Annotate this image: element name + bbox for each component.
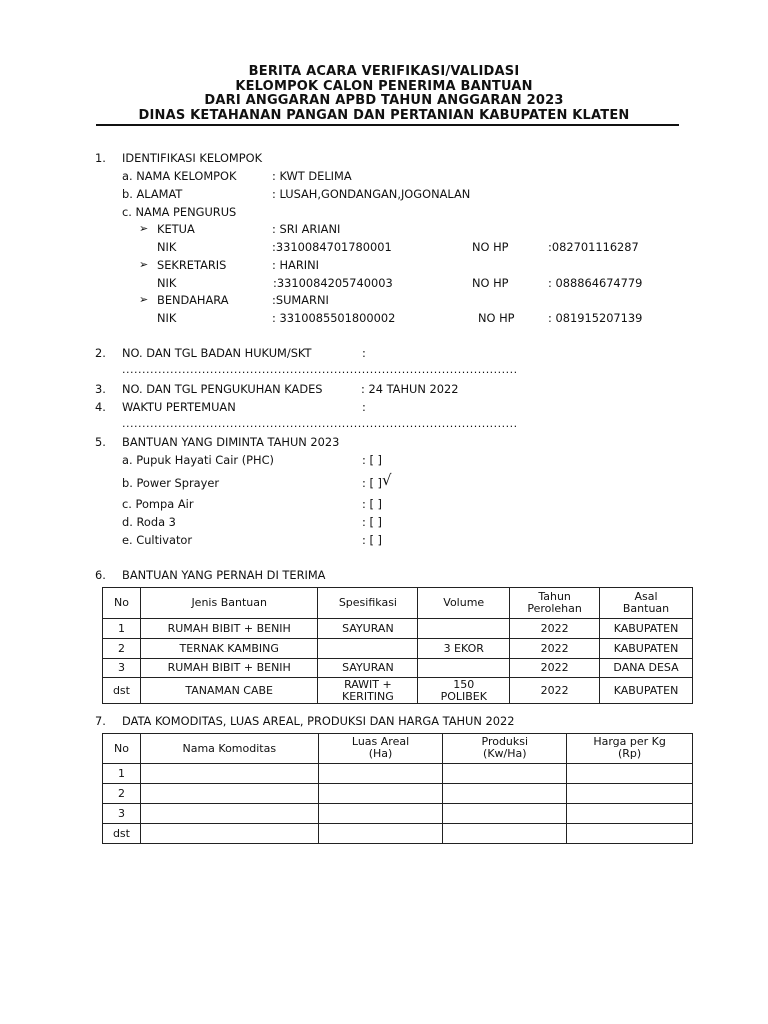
bullet-arrow-icon: ➢	[139, 258, 149, 271]
s2-label: NO. DAN TGL BADAN HUKUM/SKT	[122, 346, 312, 360]
table-row	[103, 678, 693, 704]
header-line-1: BERITA ACARA VERIFIKASI/VALIDASI	[248, 64, 520, 79]
header-rule	[96, 124, 679, 126]
received-aid-table	[102, 587, 693, 704]
table-cell	[567, 824, 693, 844]
table-cell	[140, 804, 318, 824]
bendahara-hp-value: : 081915207139	[548, 311, 643, 325]
table-cell	[418, 659, 510, 678]
table-cell: TERNAK KAMBING	[140, 639, 318, 659]
table-row	[103, 639, 693, 659]
bendahara-label: BENDAHARA	[157, 293, 229, 307]
header-line-4: DINAS KETAHANAN PANGAN DAN PERTANIAN KABUPATEN KLATEN	[138, 108, 630, 123]
s5-item-label: c. Pompa Air	[122, 497, 194, 511]
table-cell: KABUPATEN	[600, 619, 693, 639]
s4-value: :	[362, 400, 366, 414]
ketua-nik-label: NIK	[157, 240, 177, 254]
table-cell	[567, 804, 693, 824]
table-cell	[140, 764, 318, 784]
s6-title: BANTUAN YANG PERNAH DI TERIMA	[122, 568, 326, 582]
table-cell	[318, 764, 443, 784]
table-row	[103, 764, 693, 784]
s5-number: 5.	[95, 435, 106, 449]
s5-item-checkbox: : [ ]	[362, 476, 382, 490]
table-header-cell: Volume	[418, 588, 510, 619]
table-cell	[418, 619, 510, 639]
bendahara-value: :SUMARNI	[272, 293, 329, 307]
sekretaris-label: SEKRETARIS	[157, 258, 227, 272]
s5-title: BANTUAN YANG DIMINTA TAHUN 2023	[122, 435, 340, 449]
bendahara-nik-value: : 3310085501800002	[272, 311, 396, 325]
table-row	[103, 784, 693, 804]
ketua-hp-label: NO HP	[472, 240, 509, 254]
table-row	[103, 824, 693, 844]
s2-dotted-line: ...................................................................................................	[122, 363, 518, 376]
table-cell: 3 EKOR	[418, 639, 510, 659]
s1-a-label: a. NAMA KELOMPOK	[122, 169, 237, 183]
table-header-cell: Asal Bantuan	[600, 588, 693, 619]
s5-item-label: a. Pupuk Hayati Cair (PHC)	[122, 453, 274, 467]
sekretaris-value: : HARINI	[272, 258, 319, 272]
s4-number: 4.	[95, 400, 106, 414]
s5-item-checkbox: : [ ]	[362, 453, 382, 467]
table-cell: 2	[103, 784, 141, 804]
s3-number: 3.	[95, 382, 106, 396]
table-header-cell: Harga per Kg (Rp)	[567, 734, 693, 764]
sekretaris-nik-value: :3310084205740003	[273, 276, 393, 290]
s2-number: 2.	[95, 346, 106, 360]
table-cell	[443, 804, 567, 824]
s7-number: 7.	[95, 714, 106, 728]
table-cell	[318, 824, 443, 844]
table-cell: 2	[103, 639, 141, 659]
table-cell: 2022	[510, 659, 600, 678]
table-cell: 1	[103, 619, 141, 639]
s1-title: IDENTIFIKASI KELOMPOK	[122, 151, 263, 165]
s1-number: 1.	[95, 151, 106, 165]
table-cell: 2022	[510, 678, 600, 704]
table-header-cell: Jenis Bantuan	[140, 588, 318, 619]
check-mark-icon: √	[382, 471, 392, 489]
table-cell: RAWIT + KERITING	[318, 678, 418, 704]
sekretaris-nik-label: NIK	[157, 276, 177, 290]
table-cell: 3	[103, 659, 141, 678]
table-header-row	[103, 734, 693, 764]
ketua-nik-value: :3310084701780001	[272, 240, 392, 254]
header-line-3: DARI ANGGARAN APBD TAHUN ANGGARAN 2023	[204, 93, 564, 108]
s1-c-label: c. NAMA PENGURUS	[122, 205, 237, 219]
table-cell	[318, 804, 443, 824]
bullet-arrow-icon: ➢	[139, 293, 149, 306]
table-cell: KABUPATEN	[600, 639, 693, 659]
s5-item-label: e. Cultivator	[122, 533, 193, 547]
sekretaris-hp-value: : 088864674779	[548, 276, 643, 290]
table-row	[103, 619, 693, 639]
ketua-hp-value: :082701116287	[548, 240, 639, 254]
sekretaris-hp-label: NO HP	[472, 276, 509, 290]
s3-label: NO. DAN TGL PENGUKUHAN KADES	[122, 382, 323, 396]
commodity-table	[102, 733, 693, 844]
s5-item-checkbox: : [ ]	[362, 497, 382, 511]
table-cell: dst	[103, 678, 141, 704]
bendahara-nik-label: NIK	[157, 311, 177, 325]
table-header-cell: Produksi (Kw/Ha)	[443, 734, 567, 764]
s1-a-value: : KWT DELIMA	[272, 169, 352, 183]
table-cell: DANA DESA	[600, 659, 693, 678]
table-cell: RUMAH BIBIT + BENIH	[140, 659, 318, 678]
table-header-row	[103, 588, 693, 619]
table-header-cell: Spesifikasi	[318, 588, 418, 619]
s2-value: :	[362, 346, 366, 360]
table-cell: 1	[103, 764, 141, 784]
ketua-label: KETUA	[157, 222, 195, 236]
s4-dotted-line: ...................................................................................................	[122, 417, 518, 430]
s1-b-value: : LUSAH,GONDANGAN,JOGONALAN	[272, 187, 471, 201]
ketua-value: : SRI ARIANI	[272, 222, 341, 236]
s7-title: DATA KOMODITAS, LUAS AREAL, PRODUKSI DAN HARGA TAHUN 2022	[122, 714, 515, 728]
table-cell	[443, 824, 567, 844]
table-cell: 3	[103, 804, 141, 824]
table-header-cell: Luas Areal (Ha)	[318, 734, 443, 764]
table-header-cell: Nama Komoditas	[140, 734, 318, 764]
table-row	[103, 659, 693, 678]
table-cell: RUMAH BIBIT + BENIH	[140, 619, 318, 639]
table-cell	[567, 764, 693, 784]
table-header-cell: No	[103, 734, 141, 764]
s1-b-label: b. ALAMAT	[122, 187, 183, 201]
s5-item-checkbox: : [ ]	[362, 533, 382, 547]
table-cell	[443, 764, 567, 784]
s3-value: : 24 TAHUN 2022	[361, 382, 459, 396]
table-cell: SAYURAN	[318, 659, 418, 678]
bendahara-hp-label: NO HP	[478, 311, 515, 325]
table-cell	[567, 784, 693, 804]
bullet-arrow-icon: ➢	[139, 222, 149, 235]
table-row	[103, 804, 693, 824]
table-header-cell: Tahun Perolehan	[510, 588, 600, 619]
table-header-cell: No	[103, 588, 141, 619]
table-cell: SAYURAN	[318, 619, 418, 639]
table-cell	[318, 639, 418, 659]
s6-number: 6.	[95, 568, 106, 582]
table-cell	[140, 784, 318, 804]
table-cell: KABUPATEN	[600, 678, 693, 704]
table-cell: TANAMAN CABE	[140, 678, 318, 704]
table-cell	[443, 784, 567, 804]
table-cell: dst	[103, 824, 141, 844]
s4-label: WAKTU PERTEMUAN	[122, 400, 236, 414]
table-cell: 150 POLIBEK	[418, 678, 510, 704]
s5-item-label: b. Power Sprayer	[122, 476, 220, 490]
table-cell	[140, 824, 318, 844]
table-cell: 2022	[510, 619, 600, 639]
table-cell: 2022	[510, 639, 600, 659]
s5-item-label: d. Roda 3	[122, 515, 176, 529]
table-cell	[318, 784, 443, 804]
header-line-2: KELOMPOK CALON PENERIMA BANTUAN	[235, 79, 533, 94]
s5-item-checkbox: : [ ]	[362, 515, 382, 529]
